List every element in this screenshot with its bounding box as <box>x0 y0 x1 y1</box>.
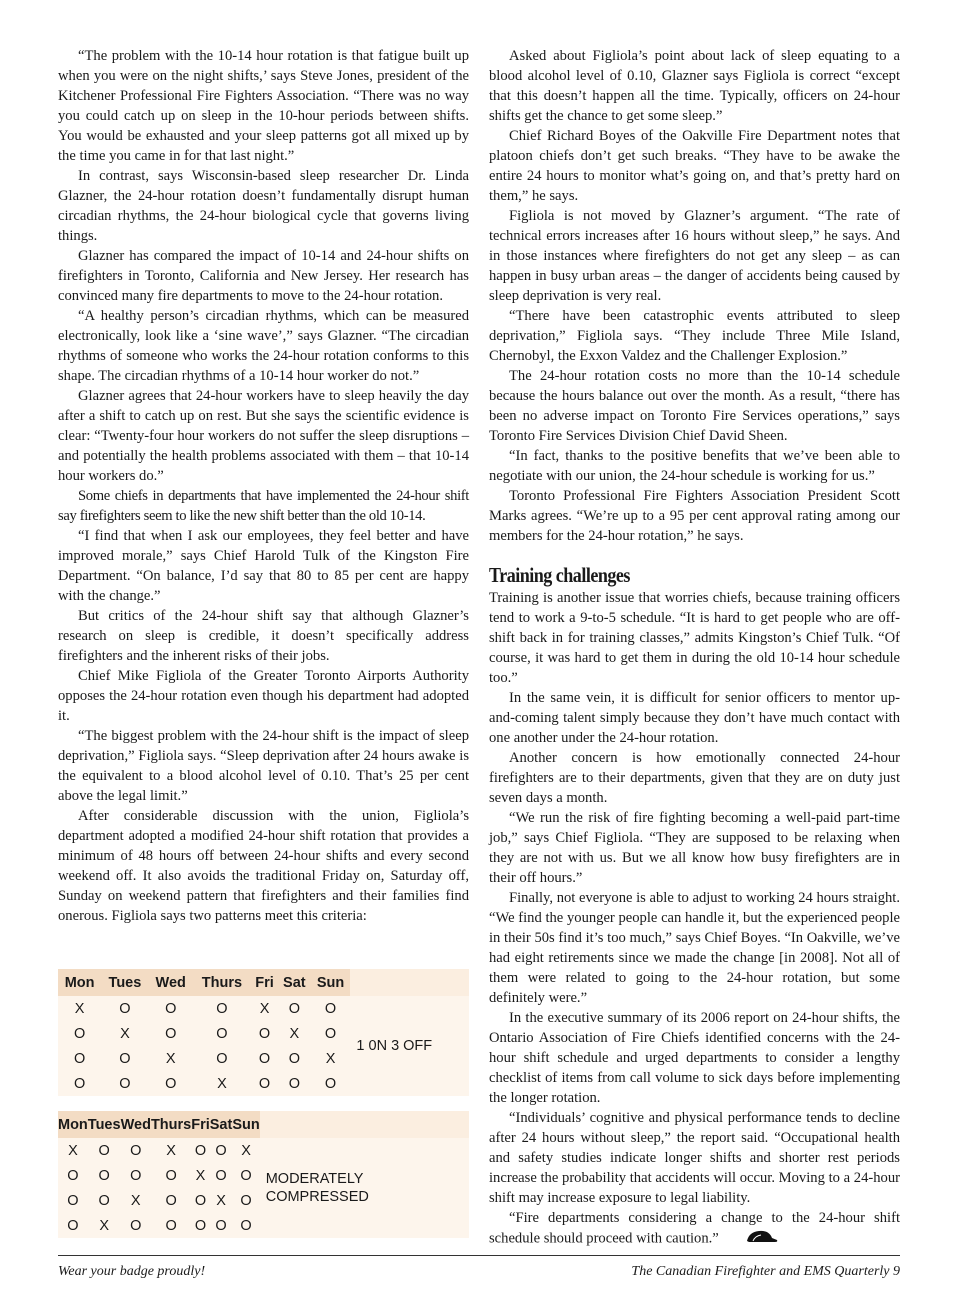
schedule-cell: O <box>210 1163 233 1188</box>
fire-helmet-icon <box>725 1228 779 1250</box>
schedule-cell: O <box>101 996 149 1021</box>
schedule-cell: O <box>149 1071 193 1096</box>
schedule-cell: X <box>232 1138 259 1163</box>
right-column <box>489 46 900 1250</box>
day-header: Sun <box>311 969 351 996</box>
schedule-cell: O <box>101 1046 149 1071</box>
schedule-cell: O <box>278 1046 311 1071</box>
footer-rule <box>58 1255 900 1256</box>
day-header: Tues <box>101 969 149 996</box>
schedule-cell: X <box>58 1138 88 1163</box>
schedule-header-row <box>58 1111 469 1138</box>
schedule-cell: O <box>193 1046 251 1071</box>
schedule-cell: O <box>149 996 193 1021</box>
paragraph: Finally, not everyone is able to adjust to working 24 hours straight. “We find the younger people can handle it, but the experienced people in their 50s find it’s too much,” says Chief Boyes. “In Oakville, we’ve had eight retirements since we made the change [in 2008]. Not all of them were related to going to the 24-hour rotation, but some definitely were.” <box>489 890 901 1006</box>
day-header: Wed <box>149 969 193 996</box>
paragraph: “I find that when I ask our employees, they feel better and have improved morale,” says Chief Harold Tulk of the Kingston Fire Department. “On balance, I’d say that 80 to 85 per cent are happy with the change.” <box>58 528 469 604</box>
schedule-cell: O <box>58 1046 101 1071</box>
schedule-table-moderately-compressed <box>58 1111 469 1238</box>
paragraph: The 24-hour rotation costs no more than the 10-14 schedule because the hours balance out over the month. As a result, “there has been no adverse impact on Toronto Fire Services operations,” says Toronto Fire Services Division Chief David Sheen. <box>489 368 900 444</box>
paragraph: Another concern is how emotionally connected 24-hour firefighters are to their departments, given that they are on duty just seven days a month. <box>489 750 900 806</box>
label-header-cell <box>350 969 469 996</box>
day-header: Fri <box>191 1111 210 1138</box>
day-header: Thurs <box>151 1111 191 1138</box>
schedule-cell: O <box>121 1163 151 1188</box>
schedule-cell: O <box>232 1213 259 1238</box>
schedule-row <box>58 996 469 1021</box>
schedule-cell: O <box>210 1213 233 1238</box>
schedule-cell: X <box>58 996 101 1021</box>
schedule-cell: X <box>149 1046 193 1071</box>
schedule-cell: O <box>278 1071 311 1096</box>
paragraph: But critics of the 24-hour shift say that although Glazner’s research on sleep is credible, it doesn’t specifically address firefighters and the inherent risks of their jobs. <box>58 608 469 664</box>
schedule-cell: O <box>311 1021 351 1046</box>
schedule-cell: X <box>193 1071 251 1096</box>
paragraph: “There have been catastrophic events attributed to sleep deprivation,” Figliola says. “They include Three Mile Island, Chernobyl, the Exxon Valdez and the Challenger Explosion.” <box>489 308 900 364</box>
paragraph: “A healthy person’s circadian rhythms, which can be measured electronically, look like a ‘sine wave’,” says Glazner. “The circadian rhythms of someone who works the 24-hour rotation conforms to this shape. The circadian rhythms of a 10-14 hour worker do not.” <box>58 308 469 384</box>
schedule-cell: O <box>58 1071 101 1096</box>
day-header: Mon <box>58 969 101 996</box>
day-header: Sat <box>210 1111 233 1138</box>
schedule-cell: O <box>191 1188 210 1213</box>
schedule-cell: O <box>121 1213 151 1238</box>
label-header-cell <box>260 1111 469 1138</box>
schedule-cell: O <box>58 1163 88 1188</box>
schedule-cell: O <box>193 1021 251 1046</box>
section-subhead: Training challenges <box>489 563 630 587</box>
schedule-cell: O <box>311 1071 351 1096</box>
schedule-cell: X <box>121 1188 151 1213</box>
day-header: Thurs <box>193 969 251 996</box>
schedule-table-1-on-3-off <box>58 969 469 1096</box>
schedule-cell: O <box>88 1138 121 1163</box>
schedule-cell: O <box>251 1046 278 1071</box>
schedule-cell: O <box>151 1163 191 1188</box>
schedule-cell: X <box>101 1021 149 1046</box>
paragraph: “The problem with the 10-14 hour rotation is that fatigue built up when you were on the night shifts,’ says Steve Jones, president of the Kitchener Professional Fire Fighters Association. “There was no way you could catch up on sleep in the 10-hour periods between shifts. You would be exhausted and your sleep patterns got all mixed up by the time you came in for that last night.” <box>58 48 469 164</box>
paragraph: Asked about Figliola’s point about lack of sleep equating to a blood alcohol level of 0.10, Glazner says Figliola is correct “except that this doesn’t happen all the time. Typically, officers on 24-hour shifts get the chance to get some sleep.” <box>489 48 900 124</box>
schedule-cell: X <box>88 1213 121 1238</box>
paragraph: After considerable discussion with the union, Figliola’s department adopted a modified 24-hour shift rotation that provides a minimum of 48 hours off between 24-hour shifts and every second weekend off. It also avoids the traditional Friday on, Saturday off, Sunday on weekend pattern that firefighters and their families find onerous. Figliola says two patterns meet this criteria: <box>58 808 469 924</box>
schedule-cell: O <box>193 996 251 1021</box>
schedule-cell: O <box>191 1213 210 1238</box>
day-header: Tues <box>88 1111 121 1138</box>
schedule-pattern-label: 1 0N 3 OFF <box>350 996 469 1096</box>
schedule-cell: O <box>58 1021 101 1046</box>
paragraph: Glazner agrees that 24-hour workers have to sleep heavily the day after a shift to catch up on rest. But she says the scientific evidence is clear: “Twenty-four hour workers do not suffer the sleep disruptions – and potentially the health problems associated with them – that 10-14 hour workers do.” <box>58 388 469 484</box>
paragraph: Toronto Professional Fire Fighters Association President Scott Marks agrees. “We’re up to a 95 per cent approval rating among our members for the 24-hour rotation,” he says. <box>489 488 900 544</box>
day-header: Mon <box>58 1111 88 1138</box>
schedule-cell: O <box>210 1138 233 1163</box>
schedule-row <box>58 1138 469 1163</box>
paragraph: Training is another issue that worries chiefs, because training officers tend to work a 9-to-5 schedule. “It is hard to get people who are off-shift back in for training classes,” admits Kingston’s Chief Tulk. “Of course, it was hard to get them in during the old 10-14 hour schedule too.” <box>489 590 900 686</box>
schedule-cell: O <box>88 1163 121 1188</box>
paragraph: Glazner has compared the impact of 10-14 and 24-hour shifts on firefighters in Toronto, California and New Jersey. Her research has convinced many fire departments to move to the 24-hour rotation. <box>58 248 469 304</box>
schedule-cell: O <box>151 1213 191 1238</box>
paragraph: In contrast, says Wisconsin-based sleep researcher Dr. Linda Glazner, the 24-hour rotation doesn’t fundamentally disrupt human circadian rhythms, the 24-hour biological cycle that governs living things. <box>58 168 469 244</box>
schedule-cell: O <box>311 996 351 1021</box>
schedule-cell: X <box>251 996 278 1021</box>
day-header: Sun <box>232 1111 259 1138</box>
schedule-cell: X <box>191 1163 210 1188</box>
schedule-cell: O <box>58 1213 88 1238</box>
schedule-cell: O <box>101 1071 149 1096</box>
schedule-cell: O <box>88 1188 121 1213</box>
footer-publication-page: The Canadian Firefighter and EMS Quarterly 9 <box>631 1264 900 1279</box>
schedule-header-row <box>58 969 469 996</box>
schedule-cell: O <box>232 1188 259 1213</box>
paragraph: Some chiefs in departments that have implemented the 24-hour shift say firefighters seem to like the new shift better than the old 10-14. <box>58 488 469 524</box>
schedule-cell: O <box>191 1138 210 1163</box>
paragraph: Figliola is not moved by Glazner’s argument. “The rate of technical errors increases after 16 hours without sleep,” he says. And in those instances where firefighters do not get any sleep – as can happen in busy urban areas – the danger of accidents being caused by sleep deprivation is very real. <box>489 208 900 304</box>
schedule-pattern-label: MODERATELY COMPRESSED <box>260 1138 469 1238</box>
day-header: Sat <box>278 969 311 996</box>
schedule-cell: X <box>278 1021 311 1046</box>
schedule-cell: O <box>232 1163 259 1188</box>
day-header: Fri <box>251 969 278 996</box>
paragraph: “In fact, thanks to the positive benefits that we’ve been able to negotiate with our union, the 24-hour schedule is working for us.” <box>489 448 900 484</box>
footer-tagline: Wear your badge proudly! <box>58 1264 206 1279</box>
final-paragraph <box>489 1208 900 1250</box>
schedule-cell: O <box>251 1071 278 1096</box>
day-header: Wed <box>121 1111 151 1138</box>
left-column <box>58 46 469 926</box>
paragraph: “The biggest problem with the 24-hour shift is the impact of sleep deprivation,” Figliola says. “Sleep deprivation after 24 hours awake is the equivalent to a blood alcohol level of 0.10. That’s 25 per cent above the legal limit.” <box>58 728 469 804</box>
schedule-cell: O <box>58 1188 88 1213</box>
schedule-cell: X <box>311 1046 351 1071</box>
schedule-cell: O <box>251 1021 278 1046</box>
paragraph: Chief Richard Boyes of the Oakville Fire Department notes that platoon chiefs don’t get such breaks. “They have to be awake the entire 24 hours to monitor what’s going on, and that’s pretty hard on them,” he says. <box>489 128 900 204</box>
paragraph: “Individuals’ cognitive and physical performance tends to decline after 24 hours without sleep,” the report said. “Occupational health and safety studies indicate longer shifts and shorter rest periods increase the probability that accidents will occur. Moving to a 24-hour shift may increase exposure to legal liability. <box>489 1110 900 1206</box>
schedule-cell: O <box>149 1021 193 1046</box>
paragraph: In the executive summary of its 2006 report on 24-hour shifts, the Ontario Association of Fire Chiefs identified concerns with the 24-hour shift schedule and urged departments to consider a lengthy checklist of items from call volume to sick days before implementing the longer rotation. <box>489 1010 900 1106</box>
schedule-cell: X <box>151 1138 191 1163</box>
schedule-cell: O <box>278 996 311 1021</box>
paragraph: “We run the risk of fire fighting becoming a well-paid part-time job,” says Chief Figliola. “They are supposed to be relaxing when they are not with us. But we all know how busy firefighters are in their off hours.” <box>489 810 900 886</box>
schedule-cell: O <box>151 1188 191 1213</box>
paragraph: In the same vein, it is difficult for senior officers to mentor up-and-coming talent simply because they don’t have much contact with one another under the 24-hour rotation. <box>489 690 900 746</box>
schedule-cell: X <box>210 1188 233 1213</box>
paragraph-text: “Fire departments considering a change to the 24-hour shift schedule should proceed with caution.” <box>489 1210 900 1247</box>
schedule-cell: O <box>121 1138 151 1163</box>
paragraph: Chief Mike Figliola of the Greater Toronto Airports Authority opposes the 24-hour rotation even though his department had adopted it. <box>58 668 469 724</box>
